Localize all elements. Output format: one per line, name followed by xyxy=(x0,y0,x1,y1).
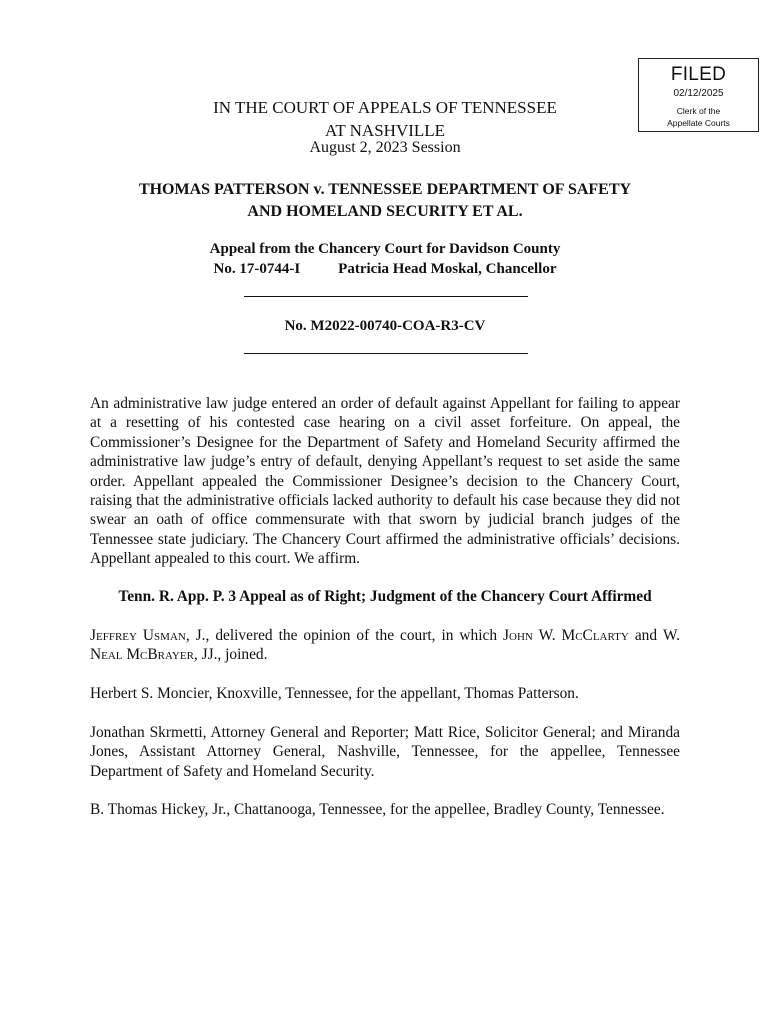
clerk-line-2: Appellate Courts xyxy=(667,118,730,128)
case-caption xyxy=(0,179,770,223)
court-name: IN THE COURT OF APPEALS OF TENNESSEE xyxy=(213,98,557,117)
court-heading xyxy=(0,96,770,142)
opinion-text-3: , JJ., joined. xyxy=(193,646,268,664)
holding-line: Tenn. R. App. P. 3 Appeal as of Right; Judgment of the Chancery Court Affirmed xyxy=(118,588,652,605)
court-location: AT NASHVILLE xyxy=(324,121,446,140)
clerk-line-1: Clerk of the xyxy=(676,106,721,116)
concurring-judge-1: John W. McClarty xyxy=(503,627,629,644)
docket-number: No. M2022-00740-COA-R3-CV xyxy=(284,318,486,334)
counsel-appellant: Herbert S. Moncier, Knoxville, Tennessee, for the appellant, Thomas Patterson. xyxy=(90,685,579,702)
divider-bottom xyxy=(244,353,528,354)
concurring-judge-2: W. Neal McBrayer xyxy=(90,627,680,664)
session-date: August 2, 2023 Session xyxy=(309,139,461,156)
author-judge: Jeffrey Usman xyxy=(90,627,186,644)
caption-line-2: AND HOMELAND SECURITY ET AL. xyxy=(247,203,523,220)
filed-label: FILED xyxy=(670,64,727,85)
appeal-case-line xyxy=(0,259,770,279)
filed-date: 02/12/2025 xyxy=(673,88,724,99)
case-summary: An administrative law judge entered an order of default against Appellant for failing to appear at a resetting of his contested case hearing on a civil asset forfeiture. On appeal, the Commissioner’s Designee for the Department of Safety and Homeland Security affirmed the administrative law judge’s entry of default, denying Appellant’s request to set aside the same order. Appellant appealed the Commissioner Designee’s decision to the Chancery Court, raising that the administrative officials lacked authority to default his case because they did not swear an oath of office commensurate with that sworn by judicial branch judges of the Tennessee state judiciary. The Chancery Court affirmed the administrative officials’ decisions. Appellant appealed to this court. We affirm. xyxy=(90,395,680,568)
trial-judge: Patricia Head Moskal, Chancellor xyxy=(338,261,557,277)
opinion-attribution xyxy=(90,626,680,665)
counsel-appellee-state: Jonathan Skrmetti, Attorney General and Reporter; Matt Rice, Solicitor General; and Miranda Jones, Assistant Attorney General, Nashville, Tennessee, for the appellee, Tennessee Department of Safety and Homeland Security. xyxy=(90,724,680,780)
counsel-appellee-county: B. Thomas Hickey, Jr., Chattanooga, Tennessee, for the appellee, Bradley County, Tennessee. xyxy=(90,801,665,818)
opinion-text-1: , J., delivered the opinion of the court, in which xyxy=(185,627,504,644)
trial-case-number: No. 17-0744-I xyxy=(213,261,301,277)
caption-line-1: THOMAS PATTERSON v. TENNESSEE DEPARTMENT OF SAFETY xyxy=(138,181,632,198)
opinion-text-2: and xyxy=(628,627,664,644)
appeal-info xyxy=(0,239,770,279)
divider-top xyxy=(244,296,528,297)
appeal-from: Appeal from the Chancery Court for Davidson County xyxy=(209,241,561,257)
